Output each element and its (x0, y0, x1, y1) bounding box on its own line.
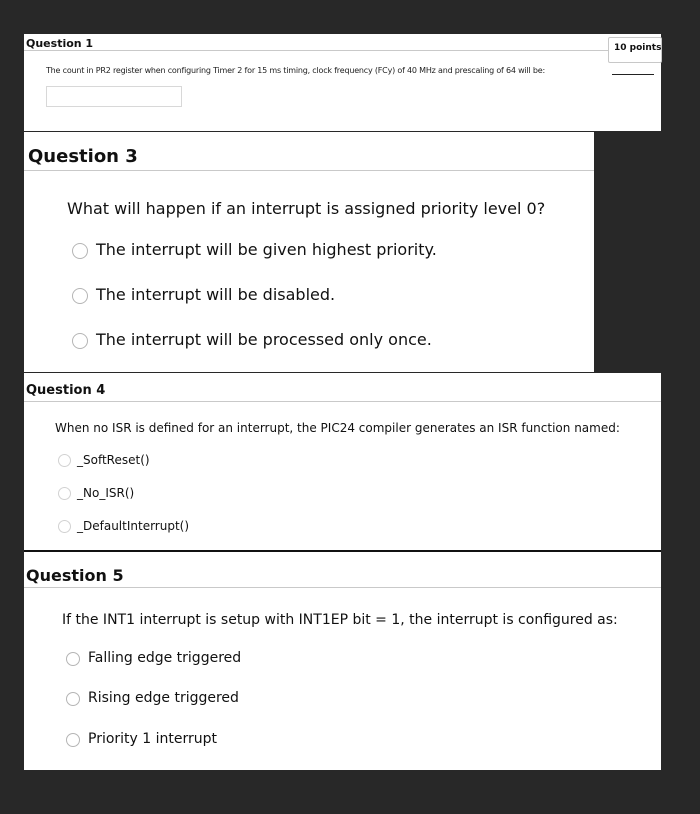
question-1-title: Question 1 (26, 37, 94, 50)
q3-option-2-radio[interactable] (72, 288, 88, 304)
q5-option-2-label[interactable]: Rising edge triggered (88, 690, 239, 706)
q4-option-1-radio[interactable] (58, 454, 71, 467)
points-label: 10 points (614, 43, 662, 53)
q4-option-3-radio[interactable] (58, 520, 71, 533)
question-1-prompt: The count in PR2 register when configuring Timer 2 for 15 ms timing, clock frequency (FCy) of 40 MHz and prescaling of 64 will be: (46, 66, 545, 75)
q5-option-1-radio[interactable] (66, 652, 80, 666)
q5-option-2-radio[interactable] (66, 692, 80, 706)
q3-option-3-radio[interactable] (72, 333, 88, 349)
question-5-prompt: If the INT1 interrupt is setup with INT1EP bit = 1, the interrupt is configured as: (62, 612, 618, 628)
q3-option-1-radio[interactable] (72, 243, 88, 259)
q5-option-3-label[interactable]: Priority 1 interrupt (88, 731, 218, 747)
question-4-divider (24, 401, 661, 402)
answer-blank-line (612, 74, 654, 75)
question-5-divider (24, 587, 661, 588)
question-5-title: Question 5 (26, 566, 124, 585)
question-1-answer-input[interactable] (46, 86, 182, 107)
q3-option-2-label[interactable]: The interrupt will be disabled. (96, 285, 336, 304)
q5-option-3-radio[interactable] (66, 733, 80, 747)
q3-option-3-label[interactable]: The interrupt will be processed only once. (96, 330, 432, 349)
question-3-divider (24, 170, 594, 171)
question-1-divider (24, 50, 608, 51)
question-4-title: Question 4 (26, 383, 106, 398)
q4-option-1-label[interactable]: _SoftReset() (77, 453, 150, 467)
question-3-title: Question 3 (28, 146, 138, 167)
q4-option-2-radio[interactable] (58, 487, 71, 500)
q4-option-3-label[interactable]: _DefaultInterrupt() (77, 519, 190, 533)
question-4-prompt: When no ISR is defined for an interrupt, the PIC24 compiler generates an ISR function named: (55, 421, 620, 435)
question-1-panel (24, 34, 661, 131)
q5-option-1-label[interactable]: Falling edge triggered (88, 650, 242, 666)
q3-option-1-label[interactable]: The interrupt will be given highest priority. (96, 240, 437, 259)
q4-option-2-label[interactable]: _No_ISR() (77, 486, 135, 500)
question-3-prompt: What will happen if an interrupt is assigned priority level 0? (67, 199, 546, 218)
